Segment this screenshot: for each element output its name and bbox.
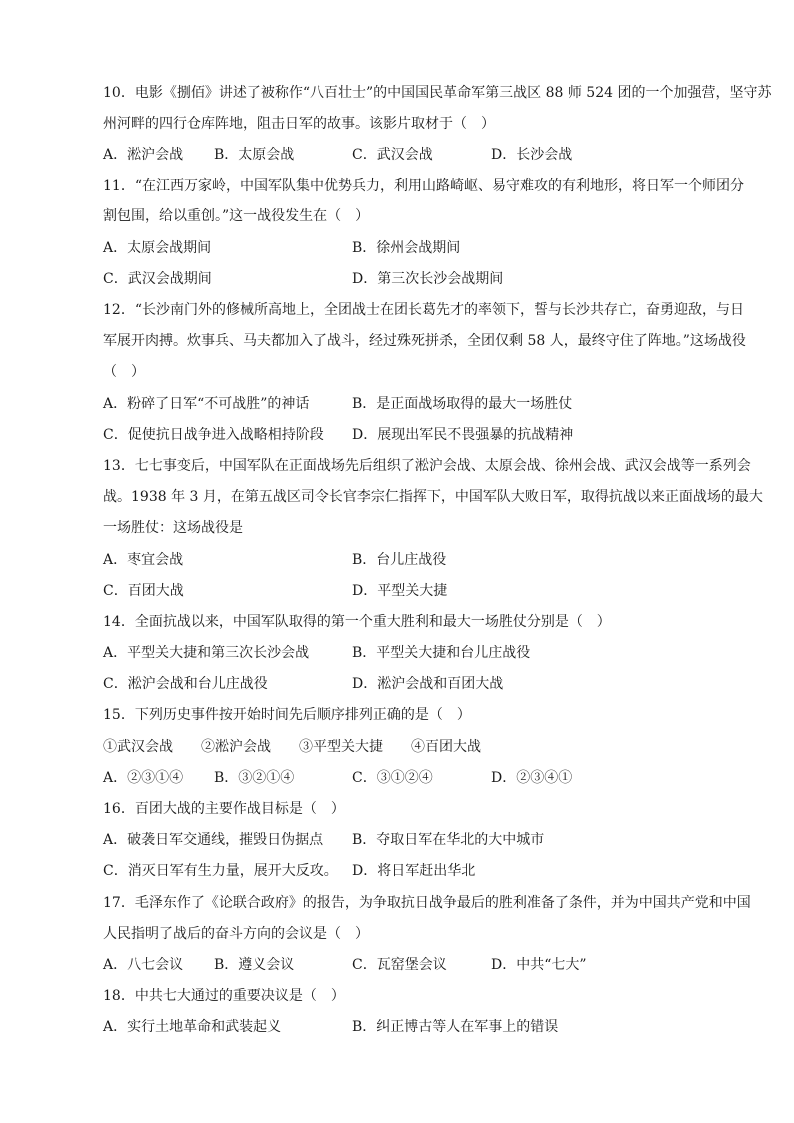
q10-stem-line-1 (0, 82, 794, 104)
option-b: B．纠正博古等人在军事上的错误 (352, 1019, 559, 1035)
q14-options-row-2 (0, 673, 794, 695)
option-b: B．是正面战场取得的最大一场胜仗 (352, 396, 573, 412)
q13-options-row-1 (0, 549, 794, 571)
q16-options-row-1 (0, 829, 794, 851)
q16-stem-line-1 (0, 798, 794, 820)
q17-options (0, 954, 794, 976)
q17-stem-line-1 (0, 892, 794, 914)
q11-options-row-1 (0, 237, 794, 259)
q12-options-row-1 (0, 393, 794, 415)
option-b: B．太原会战 (214, 147, 295, 163)
q13-options-row-2 (0, 580, 794, 602)
option-c: C．武汉会战期间 (103, 271, 212, 287)
option-d: D．淞沪会战和百团大战 (352, 676, 504, 692)
option-d: D．中共“七大” (491, 957, 587, 973)
question-text: 13．七七事变后，中国军队在正面战场先后组织了淞沪会战、太原会战、徐州会战、武汉会战等一系列会 (103, 458, 751, 474)
option-d: D．展现出军民不畏强暴的抗战精神 (352, 427, 574, 443)
option-a: A．枣宜会战 (103, 552, 184, 568)
option-a: A．八七会议 (103, 957, 184, 973)
question-text: 一场胜仗：这场战役是 (103, 520, 243, 536)
q12-options-row-2 (0, 424, 794, 446)
question-text: 12．“长沙南门外的修械所高地上，全团战士在团长葛先才的率领下，誓与长沙共存亡，奋勇迎敌，与日 (103, 302, 744, 318)
option-c: C．瓦窑堡会议 (352, 957, 447, 973)
question-text: 州河畔的四行仓库阵地，阻击日军的故事。该影片取材于（ ） (103, 116, 495, 132)
q13-stem-line-1 (0, 455, 794, 477)
q13-stem-line-2 (0, 486, 794, 508)
option-d: D．②③④① (491, 770, 573, 786)
q11-stem-line-2 (0, 205, 794, 227)
q13-stem-line-3 (0, 517, 794, 539)
option-b: B．徐州会战期间 (352, 240, 461, 256)
q16-options-row-2 (0, 860, 794, 882)
option-c: C．百团大战 (103, 583, 184, 599)
q18-options-row-1 (0, 1016, 794, 1038)
q10-options (0, 144, 794, 166)
option-c: C．促使抗日战争进入战略相持阶段 (103, 427, 324, 443)
option-b: B．遵义会议 (214, 957, 295, 973)
q14-stem-line-1 (0, 611, 794, 633)
option-a: A．破袭日军交通线，摧毁日伪据点 (103, 832, 324, 848)
option-a: A．②③①④ (103, 770, 184, 786)
option-a: A．太原会战期间 (103, 240, 212, 256)
question-text: 18．中共七大通过的重要决议是（ ） (103, 988, 345, 1004)
option-c: C．③①②④ (352, 770, 433, 786)
q10-stem-line-2 (0, 113, 794, 135)
option-d: D．将日军赶出华北 (352, 863, 476, 879)
q12-stem-line-3 (0, 361, 794, 383)
question-text: 15．下列历史事件按开始时间先后顺序排列正确的是（ ） (103, 707, 471, 723)
question-text: 17．毛泽东作了《论联合政府》的报告，为争取抗日战争最后的胜利准备了条件，并为中国共产党和中国 (103, 895, 751, 911)
q11-stem-line-1 (0, 175, 794, 197)
option-b: B．③②①④ (214, 770, 295, 786)
question-text: 16．百团大战的主要作战目标是（ ） (103, 801, 345, 817)
option-c: C．武汉会战 (352, 147, 433, 163)
option-b: B．平型关大捷和台儿庄战役 (352, 645, 531, 661)
option-a: A．粉碎了日军“不可战胜”的神话 (103, 396, 310, 412)
option-c: C．淞沪会战和台儿庄战役 (103, 676, 268, 692)
option-d: D．第三次长沙会战期间 (352, 271, 504, 287)
option-b: B．台儿庄战役 (352, 552, 447, 568)
q12-stem-line-1 (0, 299, 794, 321)
q15-stem-line-2 (0, 736, 794, 758)
q15-options (0, 767, 794, 789)
option-a: A．淞沪会战 (103, 147, 184, 163)
q11-options-row-2 (0, 268, 794, 290)
event-list: ①武汉会战 ②淞沪会战 ③平型关大捷 ④百团大战 (103, 739, 481, 755)
question-text: 割包围，给以重创。”这一战役发生在（ ） (103, 208, 370, 224)
option-b: B．夺取日军在华北的大中城市 (352, 832, 545, 848)
question-text: 11．“在江西万家岭，中国军队集中优势兵力，利用山路崎岖、易守难攻的有利地形，将日军一个师团分 (103, 178, 744, 194)
question-text: 人民指明了战后的奋斗方向的会议是（ ） (103, 926, 369, 942)
option-d: D．平型关大捷 (352, 583, 448, 599)
option-a: A．平型关大捷和第三次长沙会战 (103, 645, 310, 661)
question-text: 14．全面抗战以来，中国军队取得的第一个重大胜利和最大一场胜仗分别是（ ） (103, 614, 611, 630)
q12-stem-line-2 (0, 330, 794, 352)
option-d: D．长沙会战 (491, 147, 573, 163)
option-a: A．实行土地革命和武装起义 (103, 1019, 282, 1035)
q17-stem-line-2 (0, 923, 794, 945)
question-text: 10．电影《捌佰》讲述了被称作“八百壮士”的中国国民革命军第三战区 88 师 524 团的一个加强营，坚守苏 (103, 85, 772, 101)
q18-stem-line-1 (0, 985, 794, 1007)
question-text: （ ） (103, 364, 145, 380)
option-c: C．消灭日军有生力量，展开大反攻。 (103, 863, 338, 879)
question-text: 军展开肉搏。炊事兵、马夫都加入了战斗，经过殊死拼杀，全团仅剩 58 人，最终守住了阵地。”这场战役 (103, 333, 746, 349)
question-text: 战。1938 年 3 月，在第五战区司令长官李宗仁指挥下，中国军队大败日军，取得抗战以来正面战场的最大 (103, 489, 763, 505)
q14-options-row-1 (0, 642, 794, 664)
q15-stem-line-1 (0, 704, 794, 726)
